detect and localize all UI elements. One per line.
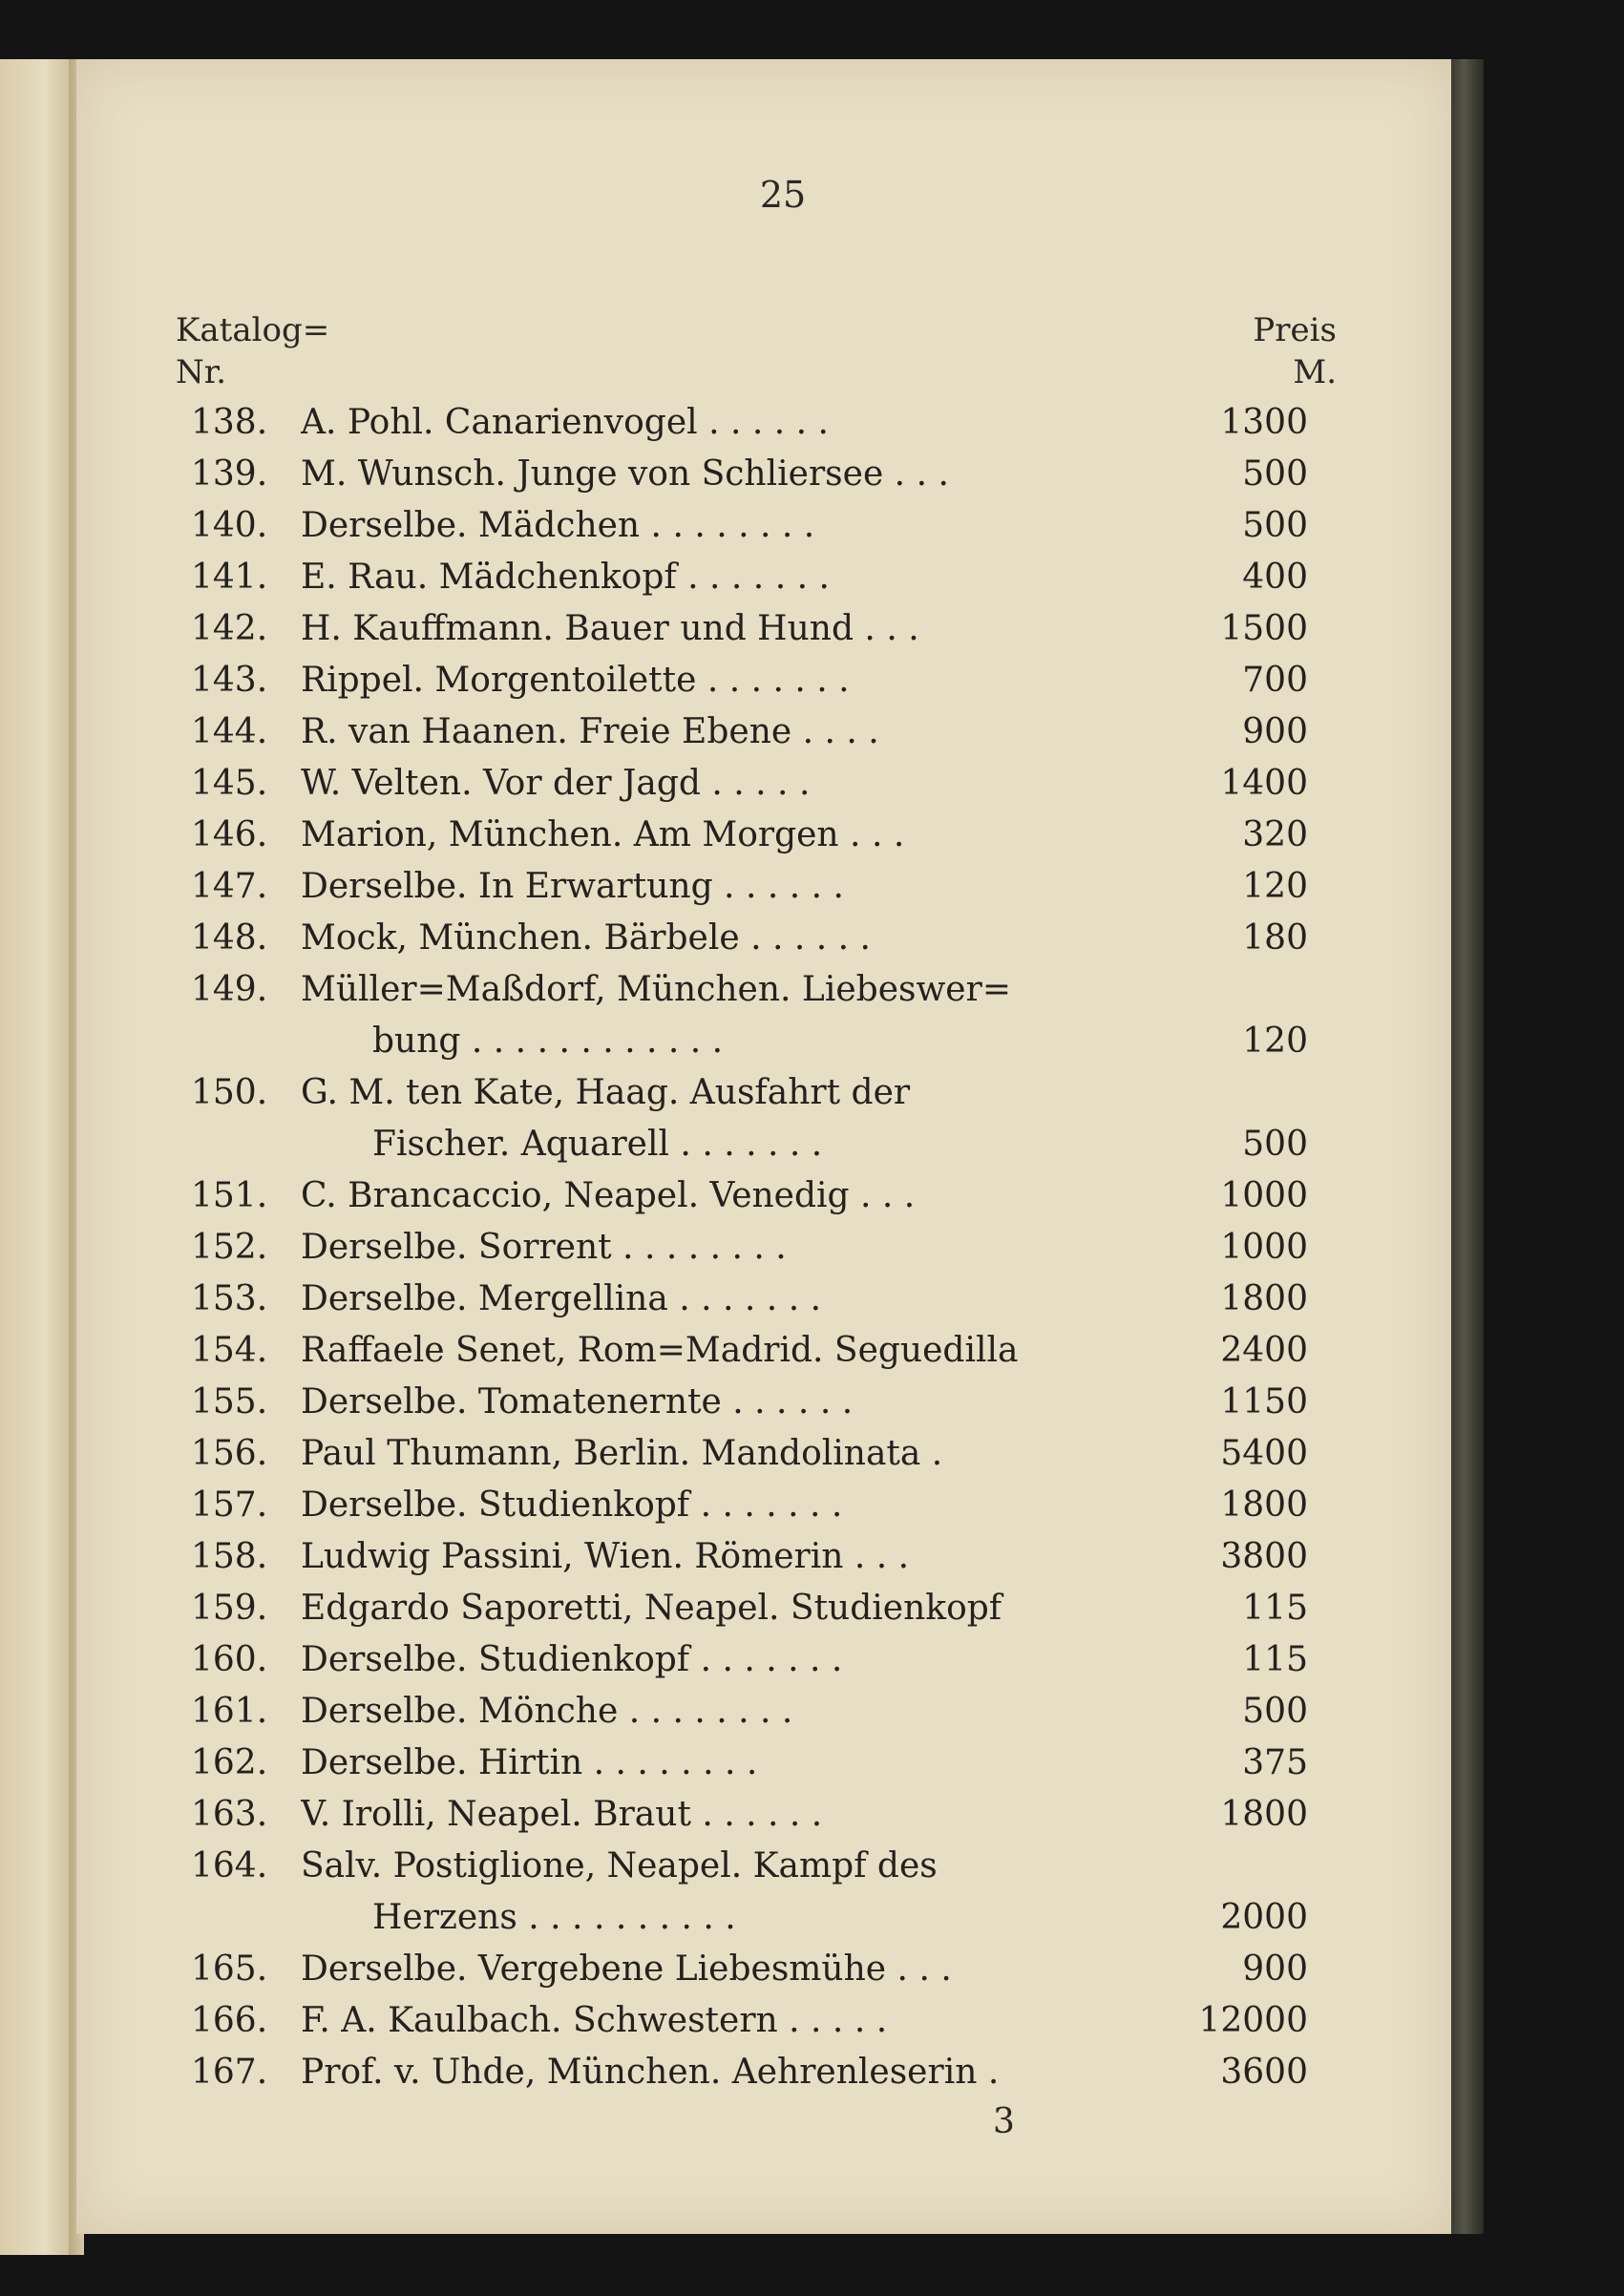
catalog-entry xyxy=(76,498,1451,550)
catalog-number: 164. xyxy=(191,1846,268,1885)
catalog-number: 146. xyxy=(191,815,268,854)
entry-text: Rippel. Morgentoilette . . . . . . . xyxy=(301,661,850,700)
entry-price: 115 xyxy=(1242,1640,1308,1679)
entry-price: 320 xyxy=(1242,815,1308,854)
entry-text: C. Brancaccio, Neapel. Venedig . . . xyxy=(301,1176,916,1215)
entry-price: 1150 xyxy=(1220,1382,1308,1422)
entry-price: 3800 xyxy=(1220,1537,1308,1576)
catalog-number: 145. xyxy=(191,764,268,803)
catalog-number: 152. xyxy=(191,1228,268,1267)
catalog-number: 138. xyxy=(191,403,268,442)
entry-text: E. Rau. Mädchenkopf . . . . . . . xyxy=(301,558,830,597)
catalog-number: 153. xyxy=(191,1279,268,1318)
catalog-number: 148. xyxy=(191,918,268,958)
entry-text: Müller=Maßdorf, München. Liebeswer= xyxy=(301,970,1011,1009)
entry-price: 1800 xyxy=(1220,1485,1308,1525)
catalog-number: 159. xyxy=(191,1589,268,1628)
price-header-line1: Preis xyxy=(1253,311,1337,349)
entry-price: 1500 xyxy=(1220,609,1308,648)
catalog-entry xyxy=(76,1220,1451,1272)
entry-text: G. M. ten Kate, Haag. Ausfahrt der xyxy=(301,1073,911,1112)
entry-price: 400 xyxy=(1242,558,1308,597)
catalog-number: 144. xyxy=(191,712,268,751)
previous-page-edge xyxy=(0,59,74,2255)
entry-text: Derselbe. Sorrent . . . . . . . . xyxy=(301,1228,787,1267)
catalog-entry xyxy=(76,808,1451,859)
entry-price: 500 xyxy=(1242,506,1308,545)
catalog-entry xyxy=(76,1581,1451,1632)
entry-text: Edgardo Saporetti, Neapel. Studienkopf xyxy=(301,1589,1002,1628)
catalog-entry xyxy=(76,962,1451,1014)
catalog-number: 156. xyxy=(191,1434,268,1473)
catalog-entry xyxy=(76,1323,1451,1375)
catalog-entry xyxy=(76,2045,1451,2096)
catalog-entry xyxy=(76,1426,1451,1478)
entry-price: 1000 xyxy=(1220,1228,1308,1267)
entry-price: 375 xyxy=(1242,1743,1308,1782)
entry-price: 1300 xyxy=(1220,403,1308,442)
catalog-number: 150. xyxy=(191,1073,268,1112)
entry-price: 2000 xyxy=(1220,1898,1308,1937)
catalog-number: 163. xyxy=(191,1795,268,1834)
catalog-entry xyxy=(76,1993,1451,2045)
catalog-entry xyxy=(76,1942,1451,1993)
catalog-entry xyxy=(76,705,1451,756)
entry-text: Marion, München. Am Morgen . . . xyxy=(301,815,905,854)
entry-text: Derselbe. Mergellina . . . . . . . xyxy=(301,1279,822,1318)
entry-text: Fischer. Aquarell . . . . . . . xyxy=(372,1125,823,1164)
entry-text: Derselbe. In Erwartung . . . . . . xyxy=(301,867,844,906)
entry-price: 120 xyxy=(1242,1022,1308,1061)
entry-price: 115 xyxy=(1242,1589,1308,1628)
entry-price: 1800 xyxy=(1220,1279,1308,1318)
entry-text: V. Irolli, Neapel. Braut . . . . . . xyxy=(301,1795,823,1834)
entry-price: 500 xyxy=(1242,1692,1308,1731)
catalog-number-header xyxy=(176,309,329,393)
page xyxy=(76,59,1451,2234)
catalog-entry xyxy=(76,1014,1451,1065)
entry-price: 900 xyxy=(1242,712,1308,751)
catalog-entry xyxy=(76,550,1451,601)
catalog-entry xyxy=(76,1787,1451,1839)
entry-price: 3600 xyxy=(1220,2053,1308,2092)
entry-text: Paul Thumann, Berlin. Mandolinata . xyxy=(301,1434,943,1473)
catalog-entry xyxy=(76,1169,1451,1220)
catalog-number: 165. xyxy=(191,1949,268,1989)
entry-price: 180 xyxy=(1242,918,1308,958)
entry-text: A. Pohl. Canarienvogel . . . . . . xyxy=(301,403,829,442)
entry-text: Derselbe. Mönche . . . . . . . . xyxy=(301,1692,793,1731)
catalog-number: 139. xyxy=(191,454,268,494)
catalog-header-line1: Katalog= xyxy=(176,311,330,349)
catalog-number: 158. xyxy=(191,1537,268,1576)
catalog-entry xyxy=(76,1684,1451,1736)
catalog-entry xyxy=(76,1632,1451,1684)
entry-text: W. Velten. Vor der Jagd . . . . . xyxy=(301,764,811,803)
entry-text: M. Wunsch. Junge von Schliersee . . . xyxy=(301,454,949,494)
catalog-entry xyxy=(76,1839,1451,1890)
entry-text: R. van Haanen. Freie Ebene . . . . xyxy=(301,712,879,751)
entry-price: 12000 xyxy=(1198,2001,1308,2040)
catalog-entry xyxy=(76,1529,1451,1581)
page-number: 25 xyxy=(759,174,807,216)
catalog-entry xyxy=(76,1375,1451,1426)
catalog-entry xyxy=(76,1478,1451,1529)
entry-text: bung . . . . . . . . . . . . xyxy=(372,1022,724,1061)
catalog-number: 161. xyxy=(191,1692,268,1731)
entry-text: Derselbe. Studienkopf . . . . . . . xyxy=(301,1640,843,1679)
catalog-number: 141. xyxy=(191,558,268,597)
entry-text: H. Kauffmann. Bauer und Hund . . . xyxy=(301,609,919,648)
catalog-number: 162. xyxy=(191,1743,268,1782)
catalog-header-line2: Nr. xyxy=(176,353,227,391)
catalog-entry xyxy=(76,1065,1451,1117)
catalog-entry xyxy=(76,911,1451,962)
entry-text: Herzens . . . . . . . . . . xyxy=(372,1898,736,1937)
entry-price: 1400 xyxy=(1220,764,1308,803)
entry-price: 700 xyxy=(1242,661,1308,700)
catalog-entry xyxy=(76,756,1451,808)
catalog-entry xyxy=(76,395,1451,447)
entry-price: 1000 xyxy=(1220,1176,1308,1215)
entry-text: Salv. Postiglione, Neapel. Kampf des xyxy=(301,1846,938,1885)
entry-text: Derselbe. Tomatenernte . . . . . . xyxy=(301,1382,854,1422)
entry-text: Derselbe. Vergebene Liebesmühe . . . xyxy=(301,1949,952,1989)
entry-text: F. A. Kaulbach. Schwestern . . . . . xyxy=(301,2001,888,2040)
catalog-number: 155. xyxy=(191,1382,268,1422)
entry-price: 900 xyxy=(1242,1949,1308,1989)
entry-price: 500 xyxy=(1242,1125,1308,1164)
catalog-entry xyxy=(76,1272,1451,1323)
signature-mark: 3 xyxy=(993,2102,1015,2141)
entry-text: Ludwig Passini, Wien. Römerin . . . xyxy=(301,1537,910,1576)
entry-price: 2400 xyxy=(1220,1331,1308,1370)
entry-price: 1800 xyxy=(1220,1795,1308,1834)
entry-price: 5400 xyxy=(1220,1434,1308,1473)
catalog-number: 143. xyxy=(191,661,268,700)
catalog-number: 149. xyxy=(191,970,268,1009)
entry-text: Mock, München. Bärbele . . . . . . xyxy=(301,918,871,958)
entry-text: Derselbe. Studienkopf . . . . . . . xyxy=(301,1485,843,1525)
catalog-number: 151. xyxy=(191,1176,268,1215)
catalog-number: 154. xyxy=(191,1331,268,1370)
price-header-line2: M. xyxy=(1293,353,1337,391)
entry-price: 120 xyxy=(1242,867,1308,906)
catalog-number: 147. xyxy=(191,867,268,906)
entry-price: 500 xyxy=(1242,454,1308,494)
catalog-number: 160. xyxy=(191,1640,268,1679)
book-edge xyxy=(1451,59,1484,2234)
catalog-entry xyxy=(76,447,1451,498)
catalog-entry xyxy=(76,1117,1451,1169)
catalog-entry xyxy=(76,601,1451,653)
entry-text: Raffaele Senet, Rom=Madrid. Seguedilla xyxy=(301,1331,1019,1370)
catalog-number: 166. xyxy=(191,2001,268,2040)
catalog-number: 167. xyxy=(191,2053,268,2092)
catalog-number: 142. xyxy=(191,609,268,648)
entry-text: Derselbe. Mädchen . . . . . . . . xyxy=(301,506,815,545)
entry-text: Derselbe. Hirtin . . . . . . . . xyxy=(301,1743,758,1782)
catalog-entry xyxy=(76,859,1451,911)
catalog-entry xyxy=(76,653,1451,705)
catalog-entry xyxy=(76,1890,1451,1942)
price-header xyxy=(1127,309,1337,393)
catalog-number: 140. xyxy=(191,506,268,545)
catalog-entry xyxy=(76,1736,1451,1787)
catalog-number: 157. xyxy=(191,1485,268,1525)
entry-text: Prof. v. Uhde, München. Aehrenleserin . xyxy=(301,2053,1000,2092)
